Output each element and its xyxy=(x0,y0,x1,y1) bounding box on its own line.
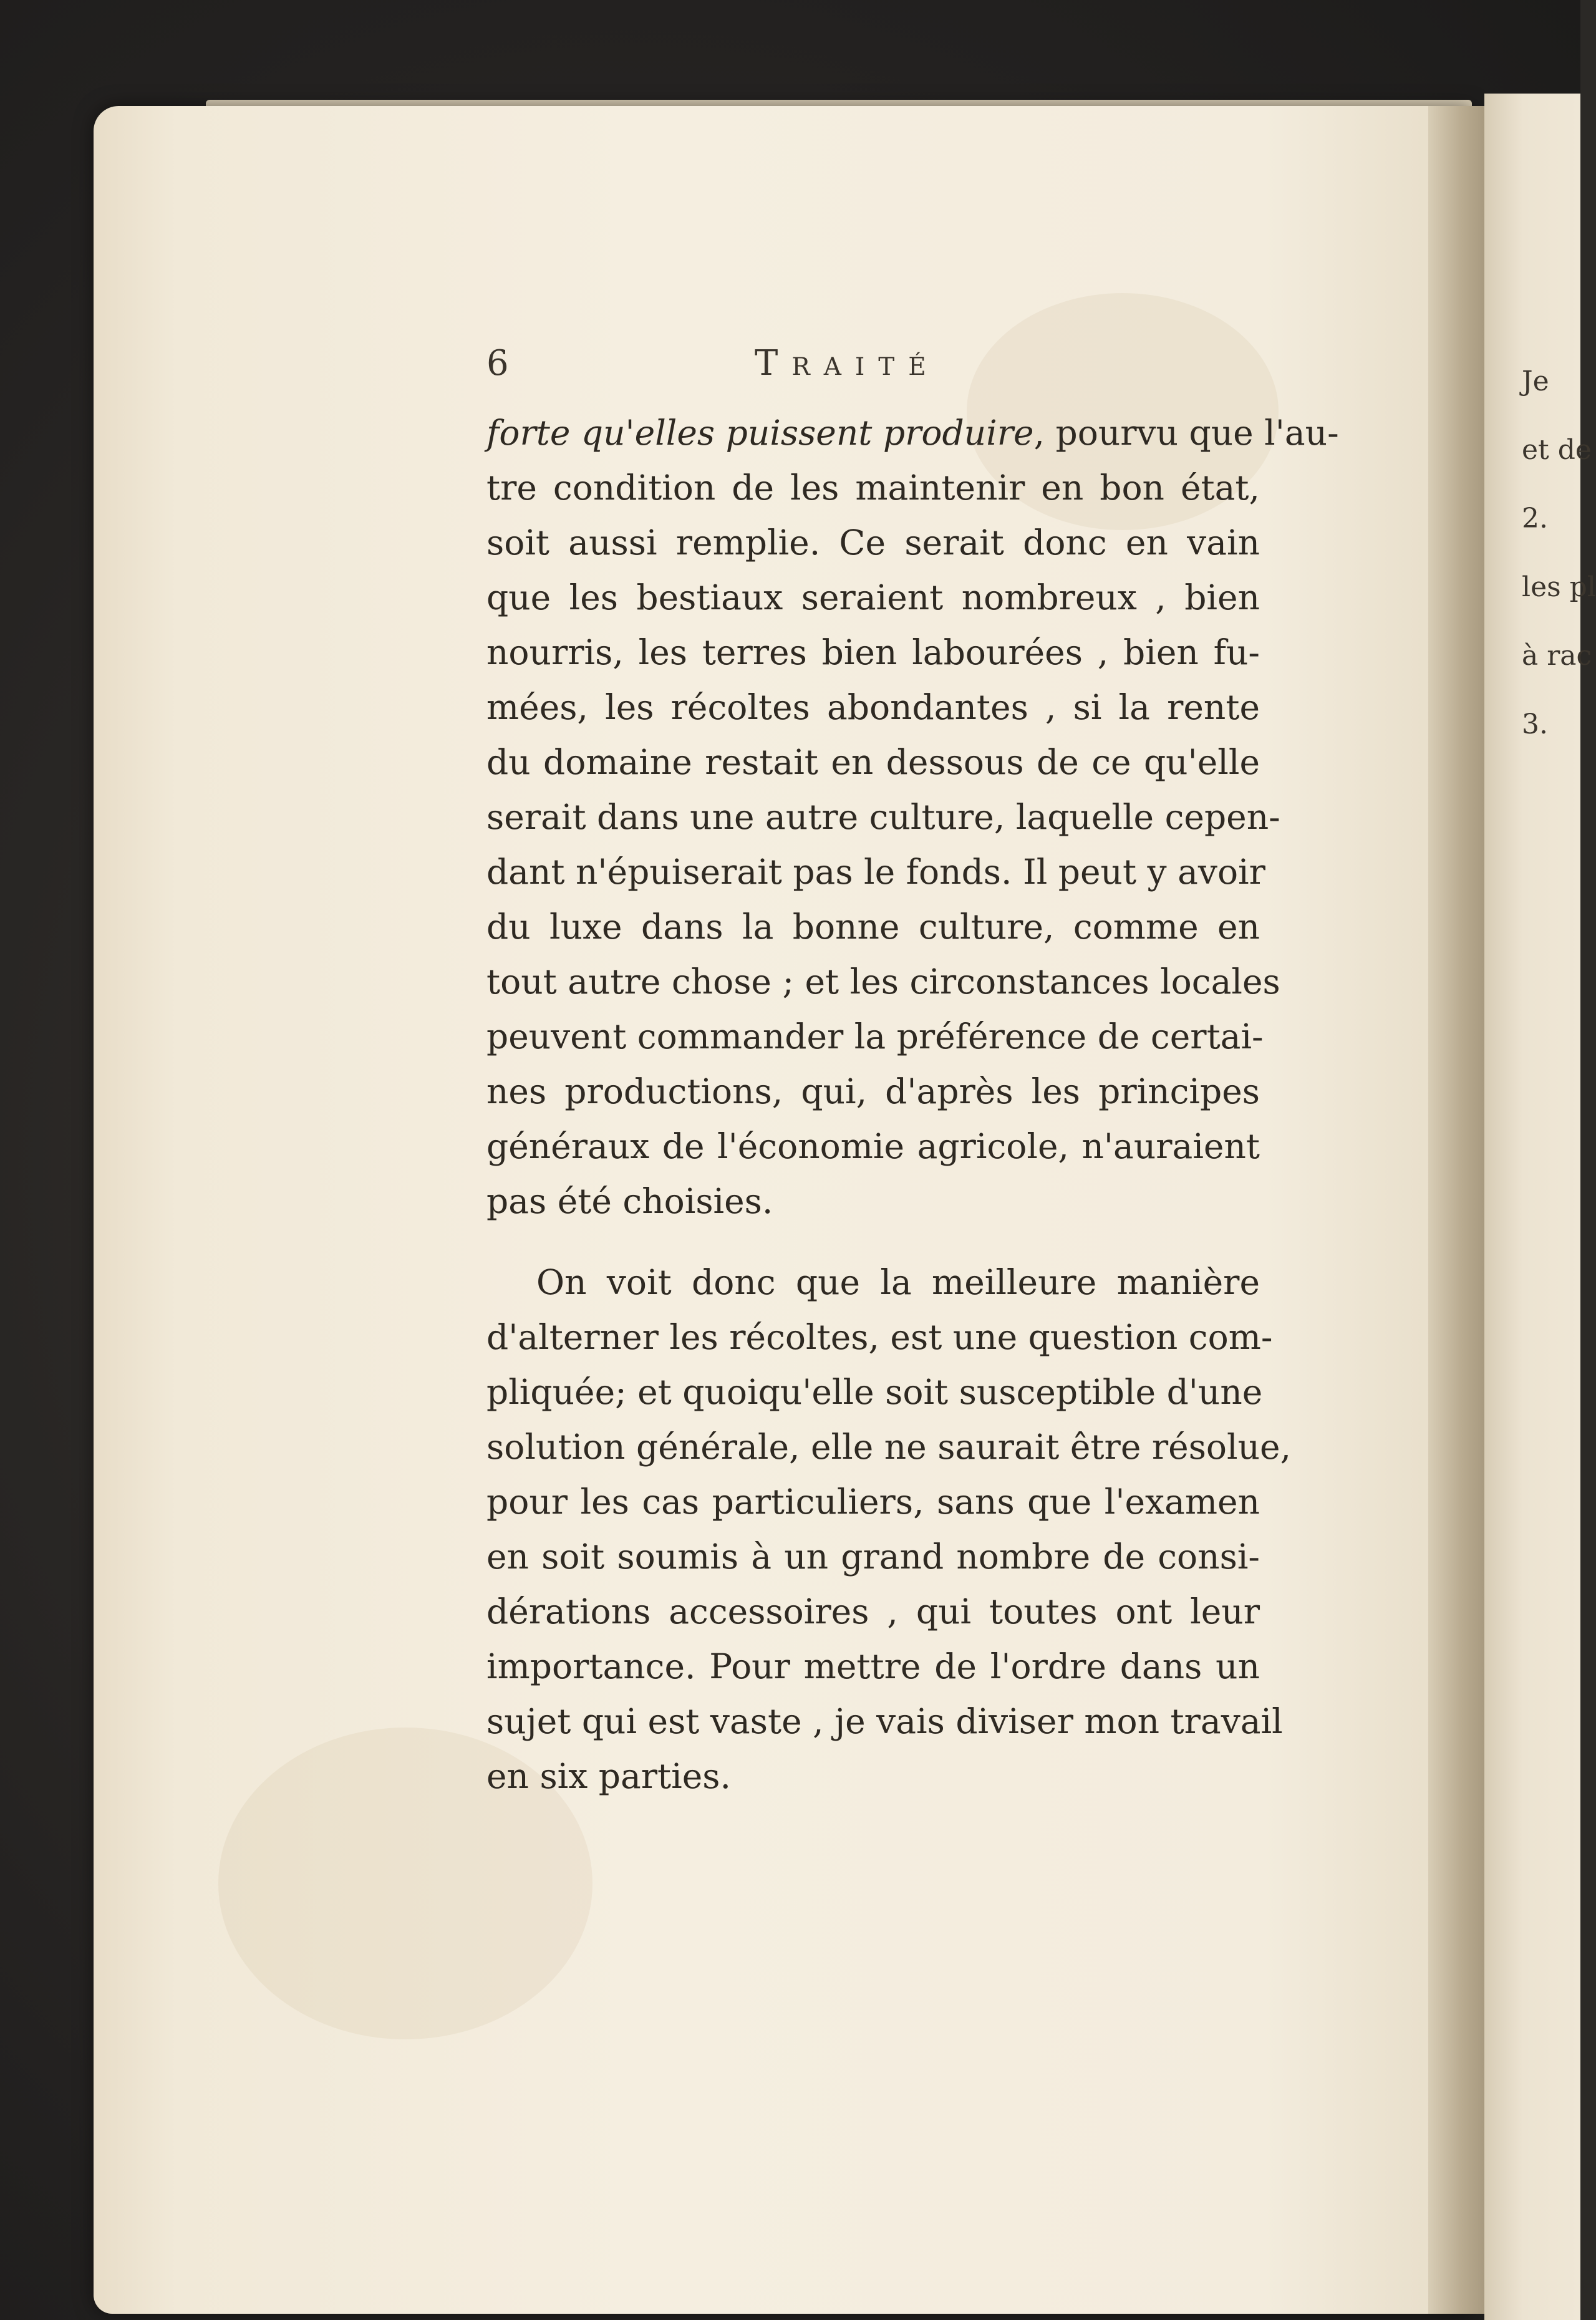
text-line: pour les cas particuliers, sans que l'examen xyxy=(486,1482,1260,1522)
line-text: , pourvu que l'au- xyxy=(1033,413,1339,453)
facing-fragment: les pl xyxy=(1522,571,1596,603)
text-line: On voit donc que la meilleure manière xyxy=(536,1262,1260,1302)
text-line: serait dans une autre culture, laquelle cepen- xyxy=(486,797,1280,837)
facing-fragment: 2. xyxy=(1522,503,1548,534)
text-line: nes productions, qui, d'après les principes xyxy=(486,1071,1260,1111)
text-line: du domaine restait en dessous de ce qu'elle xyxy=(486,742,1260,782)
text-line xyxy=(486,405,1339,460)
text-line: d'alterner les récoltes, est une question com- xyxy=(486,1317,1273,1357)
text-line: peuvent commander la préférence de certai- xyxy=(486,1017,1264,1056)
text-line: importance. Pour mettre de l'ordre dans un xyxy=(486,1646,1260,1686)
text-line: en six parties. xyxy=(486,1756,732,1796)
italic-lead: forte qu'elles puissent produire xyxy=(486,413,1034,453)
text-line: en soit soumis à un grand nombre de consi- xyxy=(486,1537,1260,1577)
facing-fragment: à rac xyxy=(1522,640,1592,672)
page-header xyxy=(486,343,1260,393)
text-line: tre condition de les maintenir en bon état, xyxy=(486,468,1260,508)
text-line: solution générale, elle ne saurait être résolue, xyxy=(486,1427,1292,1467)
text-line: dant n'épuiserait pas le fonds. Il peut y avoir xyxy=(486,852,1265,892)
facing-fragment: 3. xyxy=(1522,708,1548,740)
facing-fragment: Je xyxy=(1522,365,1549,397)
paragraph-gap xyxy=(486,1229,1260,1255)
book-gutter xyxy=(1428,106,1484,2314)
body-text xyxy=(486,405,1339,1804)
text-line: du luxe dans la bonne culture, comme en xyxy=(486,907,1260,947)
text-line: soit aussi remplie. Ce serait donc en vain xyxy=(486,523,1260,563)
facing-fragment: et de xyxy=(1522,434,1592,466)
text-line: mées, les récoltes abondantes , si la rente xyxy=(486,687,1260,727)
text-line: généraux de l'économie agricole, n'auraient xyxy=(486,1126,1260,1166)
text-line: pas été choisies. xyxy=(486,1181,773,1221)
running-title: Traité xyxy=(755,343,940,384)
text-line: nourris, les terres bien labourées , bien fu- xyxy=(486,632,1260,672)
text-line: que les bestiaux seraient nombreux , bien xyxy=(486,578,1260,617)
page-number: 6 xyxy=(486,343,509,384)
text-line: dérations accessoires , qui toutes ont leur xyxy=(486,1592,1260,1631)
text-line: pliquée; et quoiqu'elle soit susceptible d'une xyxy=(486,1372,1263,1412)
text-line: tout autre chose ; et les circonstances locales xyxy=(486,962,1280,1002)
text-line: sujet qui est vaste , je vais diviser mon travail xyxy=(486,1701,1283,1741)
facing-page-text xyxy=(1522,365,1596,780)
